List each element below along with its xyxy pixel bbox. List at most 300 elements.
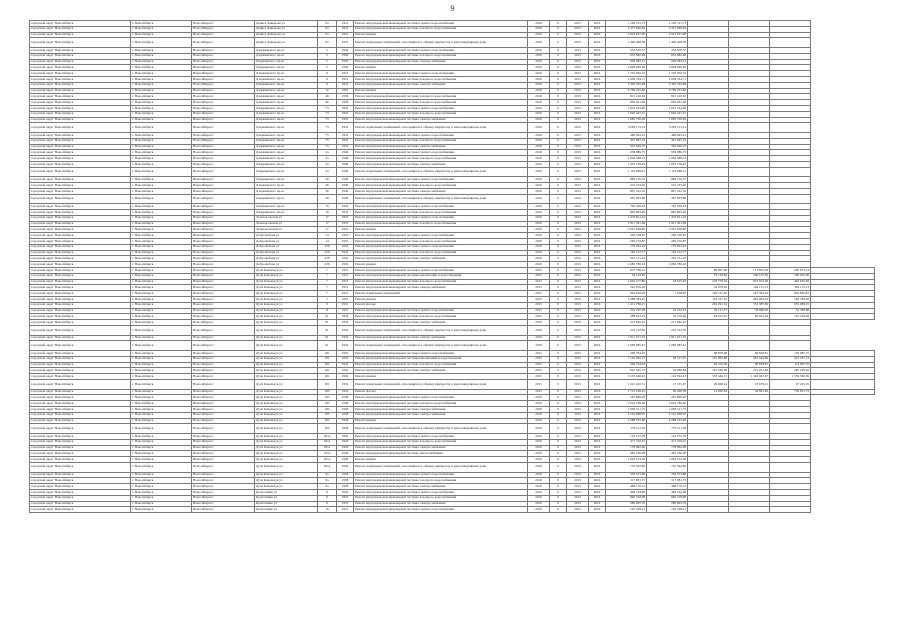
table-cell — [354, 380, 528, 390]
table-cell: 0 — [550, 221, 567, 227]
table-cell: 2016 — [528, 320, 550, 326]
table-cell: 288 812,23 — [606, 314, 647, 320]
work-type-text: Ремонт внутридомовой инженерной системы электроснабжения — [355, 335, 446, 340]
table-cell: 2016 — [589, 395, 606, 401]
table-cell: 161 095,98 — [688, 356, 729, 362]
table-cell: 2 142 908,97 — [647, 412, 688, 418]
table-cell: 471 316,01 — [606, 439, 647, 445]
table-cell: 2016 — [589, 210, 606, 216]
table-cell: 6а — [318, 26, 337, 32]
table-cell: 2015 — [567, 239, 589, 245]
table-cell: 0 — [550, 356, 567, 362]
table-cell: 0 — [550, 362, 567, 368]
table-cell: 0 — [550, 76, 567, 82]
table-cell: городской округ Новосибирск — [30, 462, 131, 472]
table-cell: 114 095,76 — [770, 362, 811, 368]
table-cell: г. Новосибирск — [131, 123, 192, 133]
work-type-text: Ремонт подвальных помещений, относящихся к общему имуществу в многоквартирном доме — [355, 327, 487, 332]
table-cell: 2016 — [589, 221, 606, 227]
table-cell: 29 666,24 — [688, 380, 729, 390]
table-cell: Новосибирск г — [192, 302, 255, 308]
table-cell — [354, 326, 528, 336]
table-cell: 47 678,21 — [729, 380, 770, 390]
table-cell: 1952 — [337, 356, 354, 362]
table-cell: 6а — [318, 21, 337, 27]
table-row — [30, 326, 875, 336]
table-cell: 420 964,52 — [729, 297, 770, 303]
table-cell: 1952 — [337, 351, 354, 357]
table-cell: Новосибирск г — [192, 256, 255, 262]
table-cell: городской округ Новосибирск — [30, 256, 131, 262]
table-cell: 1 326 047,67 — [729, 374, 770, 380]
table-cell: 2016 — [528, 478, 550, 484]
table-cell: 124 572,78 — [647, 433, 688, 439]
work-type-text: Ремонт внутридомовой инженерной системы электроснабжения — [355, 368, 446, 372]
table-cell: Новосибирск г — [192, 132, 255, 138]
table-cell: 2015 — [567, 406, 589, 412]
table-cell: 7 — [318, 273, 337, 279]
work-type-text: Ремонт внутридомовой инженерной системы горячего водоснабжения — [355, 308, 454, 313]
table-cell: 499 164,98 — [606, 489, 647, 495]
table-cell: 0 — [550, 100, 567, 106]
table-cell: городской округ Новосибирск — [30, 88, 131, 94]
table-cell: Новосибирск г — [192, 433, 255, 439]
table-cell: 2016 — [589, 335, 606, 341]
table-cell: 1951 — [337, 21, 354, 27]
table-cell: 1952 — [337, 244, 354, 250]
table-cell: Дуси Ковальчук ул — [255, 424, 318, 434]
table-cell: Новосибирск г — [192, 424, 255, 434]
table-cell: 185 — [318, 401, 337, 407]
table-cell: г. Новосибирск — [131, 291, 192, 297]
table-cell: Дуси Ковальчук ул — [255, 445, 318, 451]
table-cell: 78 968,20 — [729, 308, 770, 314]
table-cell: Новосибирск г — [192, 210, 255, 216]
table-cell: городской округ Новосибирск — [30, 457, 131, 463]
table-cell: 336 373,80 — [647, 472, 688, 478]
table-cell: 2016 — [589, 194, 606, 204]
table-cell: Новосибирск г — [192, 144, 255, 150]
table-cell: 0 — [550, 374, 567, 380]
table-cell: 2016 — [589, 472, 606, 478]
table-cell: 2015 — [567, 161, 589, 167]
table-cell: Новосибирск г — [192, 351, 255, 357]
table-cell: Дуси Ковальчук ул — [255, 268, 318, 274]
work-type-text: Ремонт внутридомовой инженерной системы электроснабжения — [355, 59, 446, 64]
table-cell: 2016 — [528, 489, 550, 495]
table-cell: 0 — [550, 418, 567, 424]
table-cell: городской округ Новосибирск — [30, 82, 131, 88]
table-cell: 2015 — [567, 71, 589, 77]
table-cell: 1 116 068,21 — [606, 167, 647, 177]
table-cell: 0 — [550, 395, 567, 401]
work-type-text: Ремонт крыши — [355, 373, 376, 378]
table-cell: 6а — [318, 472, 337, 478]
table-cell: 4 769 225,82 — [606, 88, 647, 94]
table-cell: г. Новосибирск — [131, 26, 192, 32]
table-cell: 2016 — [528, 451, 550, 457]
table-cell: г. Новосибирск — [131, 71, 192, 77]
table-cell: 2016 — [589, 244, 606, 250]
table-cell: 2015 — [567, 183, 589, 189]
work-type-text: Ремонт подвальных помещений, относящихся к общему имуществу в многоквартирном доме — [355, 425, 487, 430]
table-cell: г. Новосибирск — [131, 489, 192, 495]
table-cell: 0 — [550, 167, 567, 177]
table-cell: 124 572,78 — [606, 433, 647, 439]
table-cell: 2016 — [589, 291, 606, 297]
work-type-text: Ремонт внутридомовой инженерной системы холодного водоснабжения — [355, 209, 457, 214]
work-type-text: Ремонт внутридомовой инженерной системы горячего водоснабжения — [355, 105, 454, 110]
table-cell: 1952 — [337, 123, 354, 133]
table-cell: г. Новосибирск — [131, 351, 192, 357]
table-cell: Новосибирск г — [192, 215, 255, 221]
table-cell: 61 — [318, 320, 337, 326]
table-cell: 4 288 225,66 — [606, 418, 647, 424]
table-cell: г. Новосибирск — [131, 433, 192, 439]
table-cell: городской округ Новосибирск — [30, 362, 131, 368]
table-cell: 5 — [318, 59, 337, 65]
table-cell: 1954 — [337, 326, 354, 336]
table-cell: городской округ Новосибирск — [30, 418, 131, 424]
table-cell: г. Новосибирск — [131, 183, 192, 189]
table-cell: 2015 — [567, 227, 589, 233]
table-cell: 61 — [318, 335, 337, 341]
table-cell: Новосибирск г — [192, 308, 255, 314]
table-cell: 1 620 447,41 — [606, 111, 647, 117]
table-cell: 421 237,13 — [770, 356, 811, 362]
table-cell: 2015 — [567, 150, 589, 156]
table-cell: Новосибирск г — [192, 71, 255, 77]
table-cell: 245 899,02 — [647, 395, 688, 401]
table-cell: 6а — [318, 38, 337, 48]
table-cell: 0 — [550, 445, 567, 451]
table-cell: 2016 — [589, 424, 606, 434]
table-cell: 0 — [550, 94, 567, 100]
table-cell: 0 — [550, 462, 567, 472]
table-cell: г. Новосибирск — [131, 424, 192, 434]
table-cell: г. Новосибирск — [131, 362, 192, 368]
table-cell: 75 — [318, 144, 337, 150]
table-cell: городской округ Новосибирск — [30, 47, 131, 53]
table-cell: 1 082 786,16 — [647, 262, 688, 268]
table-cell: 2016 — [589, 132, 606, 138]
table-cell: 2016 — [589, 368, 606, 374]
table-cell: 468 176,12 — [647, 484, 688, 490]
table-cell: 240 318,87 — [606, 233, 647, 239]
table-cell: 1 705 950,52 — [606, 71, 647, 77]
table-cell: 755 502,85 — [606, 462, 647, 472]
table-cell: 2016 — [589, 59, 606, 65]
work-type-text: Ремонт внутридомовой инженерной системы электроснабжения — [355, 319, 446, 324]
table-cell: 909 483,13 — [606, 59, 647, 65]
table-cell: 2016 — [589, 82, 606, 88]
table-cell: 245 899,02 — [606, 395, 647, 401]
table-cell: Новосибирск г — [192, 297, 255, 303]
work-type-text: Ремонт подвальных помещений, относящихся к общему имуществу в многоквартирном доме — [355, 196, 487, 201]
table-cell — [354, 123, 528, 133]
table-cell: Новосибирск г — [192, 59, 255, 65]
table-cell: 2015 — [567, 374, 589, 380]
table-cell: Новосибирск г — [192, 406, 255, 412]
table-cell: 2015 — [528, 297, 550, 303]
work-type-text: Ремонт внутридомовой инженерной системы холодного водоснабжения — [355, 76, 457, 81]
table-cell: 2015 — [567, 233, 589, 239]
table-cell — [770, 341, 811, 351]
table-cell: 2а — [318, 167, 337, 177]
table-cell: 1954 — [337, 320, 354, 326]
table-cell: 2015 — [567, 401, 589, 407]
table-cell: Дуси Ковальчук ул — [255, 308, 318, 314]
table-cell: 840 318,98 — [606, 495, 647, 501]
table-cell: Дуси Ковальчук ул — [255, 478, 318, 484]
table-cell: 1954 — [337, 341, 354, 351]
table-cell — [688, 194, 729, 204]
table-cell: 792 509,93 — [606, 204, 647, 210]
table-cell: г. Новосибирск — [131, 401, 192, 407]
work-type-text: Ремонт фасада — [355, 389, 376, 394]
table-cell: 7 — [318, 291, 337, 297]
table-cell — [729, 38, 770, 48]
table-cell: 2015 — [567, 47, 589, 53]
table-cell: 2016 — [589, 462, 606, 472]
table-cell: городской округ Новосибирск — [30, 268, 131, 274]
table-cell: 0 — [550, 302, 567, 308]
table-cell: 909 483,13 — [647, 59, 688, 65]
table-cell: г. Новосибирск — [131, 82, 192, 88]
table-cell — [729, 462, 770, 472]
work-type-text: Ремонт внутридомовой инженерной системы горячего водоснабжения — [355, 215, 454, 220]
table-cell: г. Новосибирск — [131, 302, 192, 308]
table-cell: Дзержинского пр-кт — [255, 138, 318, 144]
table-cell: 181а — [318, 451, 337, 457]
table-cell: 0 — [550, 291, 567, 297]
table-cell — [729, 424, 770, 434]
table-cell: 0 — [550, 484, 567, 490]
table-cell: 2016 — [589, 374, 606, 380]
table-cell: Зеленодольская ул — [255, 221, 318, 227]
table-cell: 2015 — [567, 457, 589, 463]
table-cell: 61 — [318, 341, 337, 351]
table-cell: 886 156,57 — [606, 177, 647, 183]
table-cell: 2016 — [528, 167, 550, 177]
table-cell: 2016 — [528, 418, 550, 424]
table-cell: 106 161,20 — [688, 291, 729, 297]
table-cell: 185 — [318, 418, 337, 424]
table-cell: 1958 — [337, 406, 354, 412]
table-cell: 2016 — [528, 65, 550, 71]
table-cell: г. Новосибирск — [131, 320, 192, 326]
table-cell: г. Новосибирск — [131, 478, 192, 484]
table-cell: 1952 — [337, 111, 354, 117]
table-cell: 2016 — [528, 495, 550, 501]
table-cell: 3 591 958,80 — [647, 227, 688, 233]
table-cell: Дуси Ковальчук ул — [255, 484, 318, 490]
table-cell: Новосибирск г — [192, 47, 255, 53]
table-cell — [811, 380, 875, 390]
table-cell: Новосибирск г — [192, 21, 255, 27]
table-cell: 1952 — [337, 105, 354, 111]
table-cell: 229 — [318, 244, 337, 250]
table-cell: 886 156,57 — [647, 177, 688, 183]
table-cell — [729, 194, 770, 204]
table-cell: 2015 — [567, 204, 589, 210]
table-cell: 2015 — [528, 273, 550, 279]
table-cell: 0 — [550, 351, 567, 357]
work-type-text: Ремонт внутридомовой инженерной системы электроснабжения — [355, 117, 446, 122]
table-cell: 1955 — [337, 495, 354, 501]
table-cell: 468 176,12 — [606, 484, 647, 490]
table-cell: городской округ Новосибирск — [30, 439, 131, 445]
table-cell: 859 041,09 — [606, 100, 647, 106]
table-cell: г. Новосибирск — [131, 32, 192, 38]
table-cell: 12 — [318, 88, 337, 94]
table-cell: 1952 — [337, 250, 354, 256]
work-type-text: Ремонт внутридомовой инженерной системы холодного водоснабжения — [355, 250, 457, 255]
table-cell: городской округ Новосибирск — [30, 320, 131, 326]
work-type-text: Ремонт внутридомовой инженерной системы горячего водоснабжения — [355, 472, 454, 477]
table-cell: 1955 — [337, 239, 354, 245]
table-cell: 1949 — [337, 150, 354, 156]
table-cell: 2016 — [528, 262, 550, 268]
table-cell: 2015 — [567, 144, 589, 150]
table-cell: 2015 — [528, 291, 550, 297]
table-cell: 2016 — [589, 71, 606, 77]
table-cell: 2016 — [528, 395, 550, 401]
table-cell: Дуси Ковальчук ул — [255, 412, 318, 418]
table-cell: 2015 — [528, 302, 550, 308]
table-cell: 352 670,57 — [606, 47, 647, 53]
table-cell: Дзержинского пр-кт — [255, 65, 318, 71]
table-cell: 1 652 224,90 — [647, 105, 688, 111]
table-cell: 0 — [550, 38, 567, 48]
table-cell: 2 024 786,40 — [606, 401, 647, 407]
table-cell: г. Новосибирск — [131, 117, 192, 123]
work-type-text: Ремонт внутридомовой инженерной системы электроснабжения — [355, 256, 446, 261]
table-cell: 32 678,62 — [688, 285, 729, 291]
table-cell: 1929 — [337, 462, 354, 472]
table-cell: г. Новосибирск — [131, 335, 192, 341]
table-cell: 2015 — [567, 105, 589, 111]
table-cell: г. Новосибирск — [131, 472, 192, 478]
table-cell: 2016 — [528, 26, 550, 32]
table-cell: г. Новосибирск — [131, 105, 192, 111]
table-cell: 6 — [318, 489, 337, 495]
table-cell: 0 — [550, 239, 567, 245]
table-cell: 249 219,87 — [647, 239, 688, 245]
table-cell: 4 288 225,66 — [647, 418, 688, 424]
table-cell: 486 463,61 — [647, 132, 688, 138]
table-cell: 2016 — [589, 445, 606, 451]
table-cell: 1954 — [337, 335, 354, 341]
table-cell: 1951 — [337, 297, 354, 303]
table-cell: Дуси Ковальчук ул — [255, 472, 318, 478]
work-type-text: Ремонт внутридомовой инженерной системы электроснабжения — [355, 285, 446, 290]
table-cell: Дуси Ковальчук ул — [255, 433, 318, 439]
table-cell — [354, 424, 528, 434]
table-cell: 181а — [318, 439, 337, 445]
table-cell: 2015 — [567, 117, 589, 123]
table-cell: 2016 — [528, 341, 550, 351]
table-cell: городской округ Новосибирск — [30, 71, 131, 77]
table-cell: Новосибирск г — [192, 314, 255, 320]
table-cell: 0 — [550, 478, 567, 484]
table-cell: Новосибирск г — [192, 53, 255, 59]
table-cell: городской округ Новосибирск — [30, 484, 131, 490]
table-cell: Дуси Ковальчук ул — [255, 457, 318, 463]
table-cell: 2016 — [589, 302, 606, 308]
table-cell: 1950 — [337, 65, 354, 71]
table-cell: 2а — [318, 150, 337, 156]
table-cell: 1958 — [337, 418, 354, 424]
table-cell: 1949 — [337, 177, 354, 183]
table-cell: г. Новосибирск — [131, 244, 192, 250]
table-cell: Дениса Давыдова ул — [255, 38, 318, 48]
table-cell: городской округ Новосибирск — [30, 138, 131, 144]
table-cell: 67 425,35 — [770, 380, 811, 390]
table-cell: 229 — [318, 262, 337, 268]
table-cell: 178 962,00 — [606, 445, 647, 451]
table-cell: 325 626,75 — [606, 144, 647, 150]
table-cell: 7 — [318, 279, 337, 285]
table-cell: 1 086 784,47 — [606, 297, 647, 303]
table-cell: Новосибирск г — [192, 26, 255, 32]
table-cell: 1951 — [337, 291, 354, 297]
table-cell: г. Новосибирск — [131, 94, 192, 100]
table-cell: 2016 — [528, 88, 550, 94]
table-cell: 76 — [318, 210, 337, 216]
table-cell: Дзержинского пр-кт — [255, 94, 318, 100]
table-cell: Дуси Ковальчук ул — [255, 418, 318, 424]
table-cell: 938 086,75 — [647, 150, 688, 156]
table-cell: 2015 — [567, 320, 589, 326]
work-type-text: Ремонт внутридомовой инженерной системы электроснабжения — [355, 188, 446, 193]
work-type-text: Ремонт внутридомовой инженерной системы горячего водоснабжения — [355, 176, 454, 181]
table-row — [30, 123, 875, 133]
table-cell: городской округ Новосибирск — [30, 53, 131, 59]
table-cell: 1 082 786,16 — [606, 262, 647, 268]
table-cell: 179 922,44 — [647, 244, 688, 250]
table-cell: Новосибирск г — [192, 65, 255, 71]
table-cell: 2016 — [528, 433, 550, 439]
table-cell: городской округ Новосибирск — [30, 239, 131, 245]
table-cell: г. Новосибирск — [131, 194, 192, 204]
table-cell: Дуси Ковальчук ул — [255, 291, 318, 297]
table-cell: Добролюбова ул — [255, 244, 318, 250]
table-cell: 325 626,75 — [647, 144, 688, 150]
table-cell: городской округ Новосибирск — [30, 167, 131, 177]
work-type-text: Ремонт внутридомовой инженерной системы электроснабжения — [355, 161, 446, 166]
table-cell — [729, 341, 770, 351]
table-cell: 1952 — [337, 256, 354, 262]
table-cell: городской округ Новосибирск — [30, 215, 131, 221]
table-cell: Дзержинского пр-кт — [255, 76, 318, 82]
table-cell — [770, 167, 811, 177]
table-cell: г. Новосибирск — [131, 368, 192, 374]
table-cell: 2016 — [528, 233, 550, 239]
table-cell: 2 477 669,62 — [647, 26, 688, 32]
table-cell: Новосибирск г — [192, 88, 255, 94]
table-cell: 2015 — [567, 244, 589, 250]
table-cell: г. Новосибирск — [131, 156, 192, 162]
work-type-text: Ремонт внутридомовой инженерной системы электроснабжения — [355, 501, 446, 506]
table-cell: 1951 — [337, 273, 354, 279]
table-cell: Новосибирск г — [192, 161, 255, 167]
table-cell: 2016 — [589, 256, 606, 262]
table-cell: 2015 — [567, 395, 589, 401]
table-cell — [729, 326, 770, 336]
table-cell: 1952 — [337, 117, 354, 123]
table-cell: 46 — [318, 94, 337, 100]
